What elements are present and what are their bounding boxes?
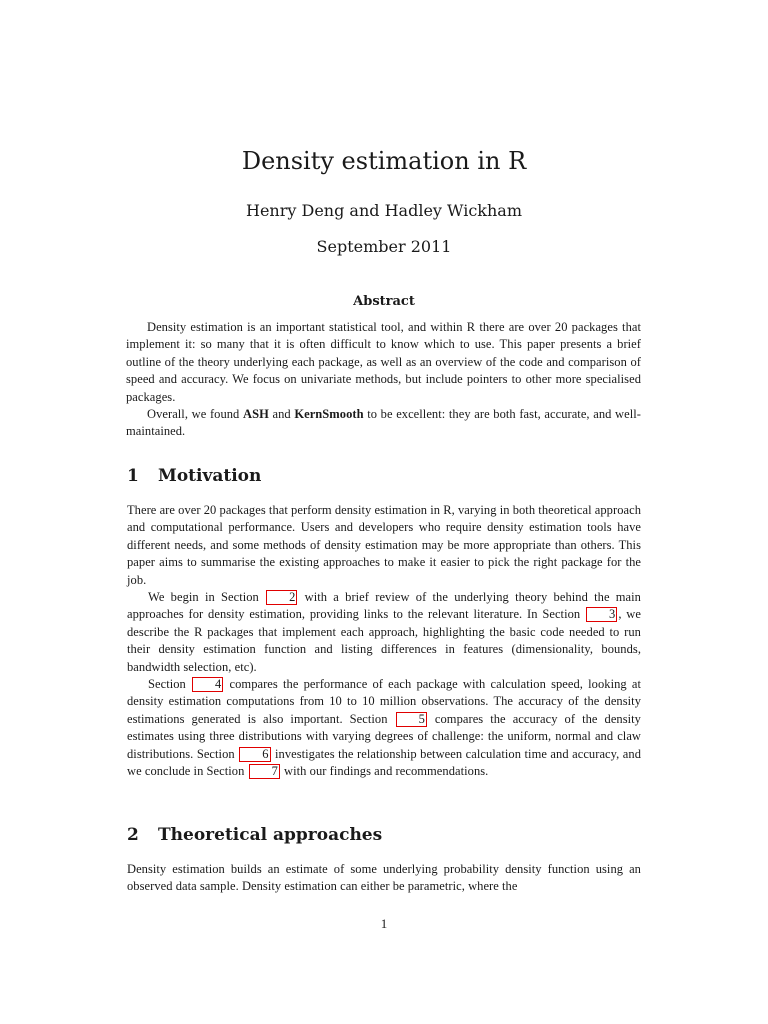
- section-ref-link[interactable]: 7: [249, 764, 280, 779]
- abstract-text: Overall, we found: [147, 407, 243, 422]
- section-ref-link[interactable]: 6: [239, 747, 270, 762]
- section-title: Theoretical approaches: [158, 825, 383, 845]
- section-1-paragraph-3: [127, 676, 641, 780]
- paragraph-text: compares the performance of each package with calculation speed, looking at density estimation computations from 10 to 10 million observations. The accuracy of the density estimations generated is also important. Section: [127, 677, 641, 726]
- abstract-text: to be excellent: they are both fast, accurate, and well-maintained.: [126, 407, 641, 439]
- paragraph-text: investigates the relationship between calculation time and accuracy, and we conclude in Section: [127, 746, 641, 779]
- package-name-kernsmooth: KernSmooth: [294, 407, 364, 422]
- abstract-heading: Abstract: [353, 294, 415, 309]
- page-number: 1: [380, 916, 388, 931]
- section-ref-link[interactable]: 5: [396, 712, 427, 727]
- abstract-text: and: [268, 407, 295, 422]
- section-ref-link[interactable]: 2: [266, 590, 297, 605]
- section-1-paragraph-1: There are over 20 packages that perform density estimation in R, varying in both theoretical approach and computational performance. Users and developers who require density estimation tools have different needs, and some methods of density estimation may be more appropriate than others. This paper aims to summarise the existing approaches to make it easier to pick the right package for the job.: [127, 503, 641, 587]
- abstract: [126, 319, 641, 441]
- section-2-heading: [127, 824, 382, 846]
- paragraph-text: , we describe the R packages that implement each approach, highlighting the basic code needed to run their density estimation function and listing differences in features (dimensionality, bounds, bandwidth selection, etc).: [127, 607, 641, 674]
- paragraph-text: We begin in Section: [148, 590, 266, 605]
- paper-authors: Henry Deng and Hadley Wickham: [246, 201, 522, 220]
- abstract-paragraph-2: [126, 406, 641, 441]
- section-2-paragraph-1: Density estimation builds an estimate of some underlying probability density function using an observed data sample. Density estimation can either be parametric, where the: [127, 862, 641, 894]
- abstract-paragraph-1: Density estimation is an important statistical tool, and within R there are over 20 packages that implement it: so many that it is often difficult to know which to use. This paper presents a brief outline of the theory underlying each package, as well as an overview of the code and comparison of speed and accuracy. We focus on univariate methods, but include pointers to other more specialised packages.: [126, 320, 641, 404]
- paper-date: September 2011: [316, 237, 452, 256]
- paragraph-text: compares the accuracy of the density estimates using three distributions with varying degrees of challenge: the uniform, normal and claw distributions. Section: [127, 711, 641, 761]
- section-2-body: [127, 861, 641, 896]
- section-ref-link[interactable]: 4: [192, 677, 223, 692]
- section-ref-link[interactable]: 3: [586, 607, 617, 622]
- section-1-paragraph-2: [127, 589, 641, 676]
- section-1-heading: [127, 465, 261, 487]
- paragraph-text: Section: [148, 677, 192, 692]
- paragraph-text: with a brief review of the underlying theory behind the main approaches for density estimation, providing links to the relevant literature. In Section: [127, 590, 641, 622]
- section-1-body: [127, 502, 641, 781]
- paper-title: Density estimation in R: [241, 147, 527, 175]
- package-name-ash: ASH: [243, 407, 269, 422]
- section-title: Motivation: [158, 466, 262, 486]
- paragraph-text: with our findings and recommendations.: [280, 764, 489, 779]
- section-number: 1: [127, 466, 139, 486]
- section-number: 2: [127, 825, 139, 845]
